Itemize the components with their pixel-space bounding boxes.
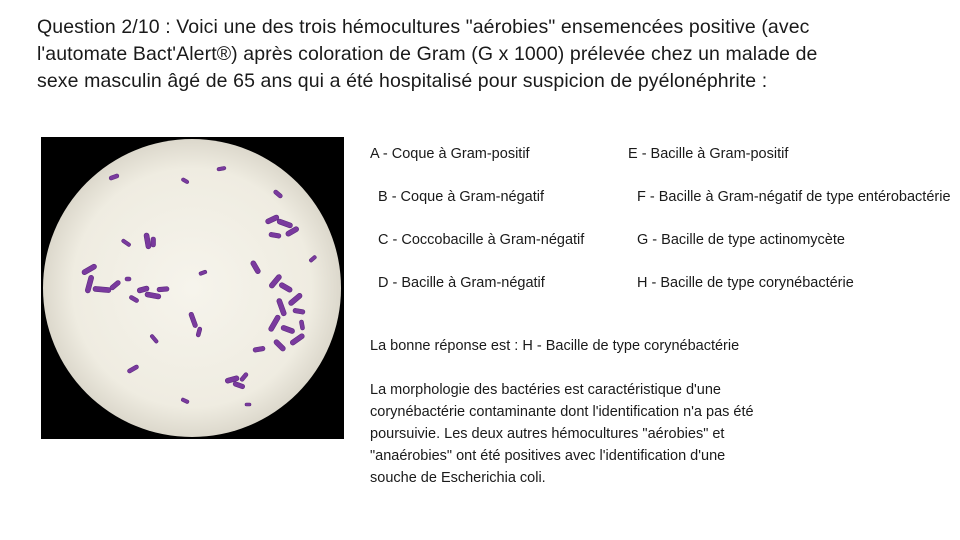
correct-answer: La bonne réponse est : H - Bacille de type corynébactérie bbox=[370, 338, 740, 354]
explanation-text bbox=[370, 379, 830, 489]
question-line: Question 2/10 : Voici une des trois hémocultures "aérobies" ensemencées positive (avec bbox=[37, 16, 810, 38]
question-line: sexe masculin âgé de 65 ans qui a été hospitalisé pour suspicion de pyélonéphrite : bbox=[37, 70, 768, 92]
option-f: F - Bacille à Gram-négatif de type entérobactérie bbox=[637, 189, 951, 205]
option-b: B - Coque à Gram-négatif bbox=[378, 189, 545, 205]
explanation-line: La morphologie des bactéries est caractéristique d'une bbox=[370, 382, 721, 398]
option-e: E - Bacille à Gram-positif bbox=[628, 146, 789, 162]
gram-stain-micrograph bbox=[41, 137, 344, 439]
option-d: D - Bacille à Gram-négatif bbox=[378, 275, 545, 291]
option-c: C - Coccobacille à Gram-négatif bbox=[378, 232, 585, 248]
explanation-line: corynébactérie contaminante dont l'identification n'a pas été bbox=[370, 404, 754, 420]
micrograph-image bbox=[41, 137, 344, 439]
question-line: l'automate Bact'Alert®) après coloration de Gram (G x 1000) prélevée chez un malade de bbox=[37, 43, 818, 65]
question-text bbox=[37, 14, 937, 95]
explanation-line: souche de Escherichia coli. bbox=[370, 470, 546, 486]
explanation-line: poursuivie. Les deux autres hémocultures "aérobies" et bbox=[370, 426, 725, 442]
option-a: A - Coque à Gram-positif bbox=[370, 146, 530, 162]
explanation-line: "anaérobies" ont été positives avec l'identification d'une bbox=[370, 448, 726, 464]
option-g: G - Bacille de type actinomycète bbox=[637, 232, 845, 248]
option-h: H - Bacille de type corynébactérie bbox=[637, 275, 854, 291]
